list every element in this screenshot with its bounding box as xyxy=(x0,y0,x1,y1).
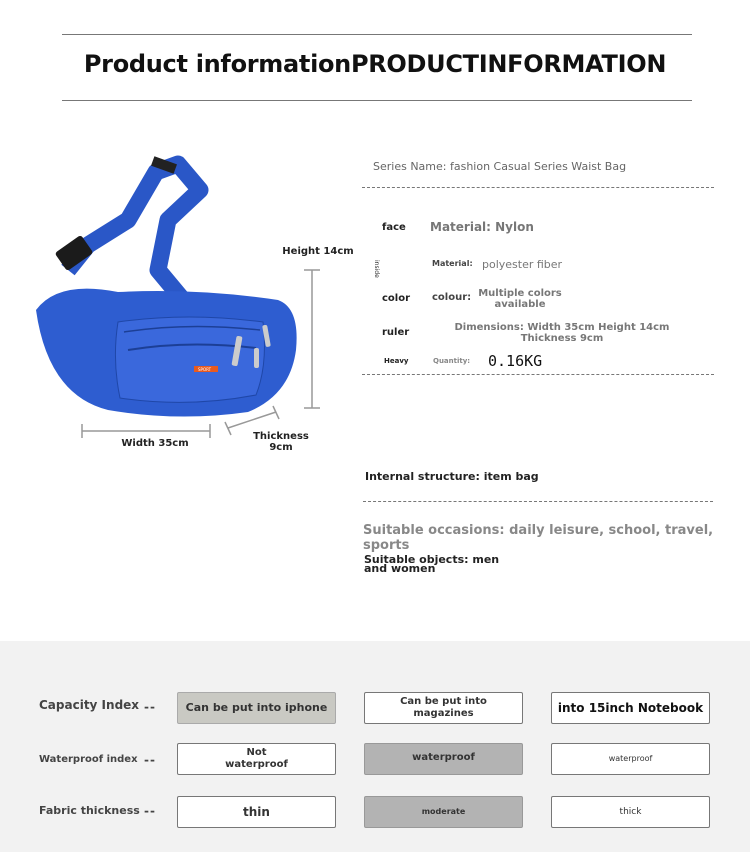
waterproof-option-not: Not waterproof xyxy=(177,743,336,775)
height-label: Height 14cm xyxy=(282,246,354,257)
waterproof-option-extra: waterproof xyxy=(551,743,710,775)
waterproof-option-waterproof: waterproof xyxy=(364,743,523,775)
capacity-option-magazines: Can be put into magazines xyxy=(364,692,523,724)
internal-structure: Internal structure: item bag xyxy=(365,470,539,483)
capacity-dash: -- xyxy=(144,700,156,714)
fabric-thickness-label: Fabric thickness xyxy=(39,804,140,817)
spec-value-lining: polyester fiber xyxy=(482,258,563,271)
capacity-index-label: Capacity Index xyxy=(39,698,140,712)
series-divider xyxy=(362,187,714,188)
product-illustration xyxy=(28,150,358,460)
capacity-option-notebook: into 15inch Notebook xyxy=(551,692,710,724)
thickness-label: Thickness 9cm xyxy=(253,431,309,453)
fabric-option-thin: thin xyxy=(177,796,336,828)
spec-key-ruler: ruler xyxy=(382,327,410,338)
fabric-option-thick: thick xyxy=(551,796,710,828)
width-label: Width 35cm xyxy=(121,438,189,449)
brand-tag: SPORT xyxy=(198,367,212,372)
spec-key-color: color xyxy=(382,293,411,304)
spec-value-colors: Multiple colors available xyxy=(478,288,562,310)
spec-sub-material: Material: xyxy=(432,259,473,268)
spec-key-inside: inside xyxy=(373,260,380,278)
capacity-option-iphone: Can be put into iphone xyxy=(177,692,336,724)
spec-value-dimensions: Dimensions: Width 35cm Height 14cm Thickness 9cm xyxy=(454,322,670,344)
spec-key-face: face xyxy=(382,222,406,233)
waterproof-dash: -- xyxy=(144,753,156,767)
series-name: Series Name: fashion Casual Series Waist Bag xyxy=(373,160,627,173)
title-rule xyxy=(62,100,692,101)
internal-divider xyxy=(363,501,713,502)
fabric-option-moderate: moderate xyxy=(364,796,523,828)
top-rule xyxy=(62,34,692,35)
suitable-occasions: Suitable occasions: daily leisure, school, travel, sports xyxy=(363,523,714,553)
spec-value-weight: 0.16KG xyxy=(488,352,543,370)
waterproof-index-label: Waterproof index xyxy=(39,754,138,765)
spec-key-heavy: Heavy xyxy=(384,357,409,365)
spec-value-material: Material: Nylon xyxy=(430,220,534,234)
spec-sub-colour: colour: xyxy=(432,292,472,303)
spec-divider xyxy=(362,374,714,375)
waist-bag-image xyxy=(28,150,358,460)
page-title: Product informationPRODUCTINFORMATION xyxy=(83,50,667,78)
suitable-objects: Suitable objects: men and women xyxy=(364,553,500,575)
spec-sub-quantity: Quantity: xyxy=(433,357,471,365)
fabric-dash: -- xyxy=(144,804,156,818)
